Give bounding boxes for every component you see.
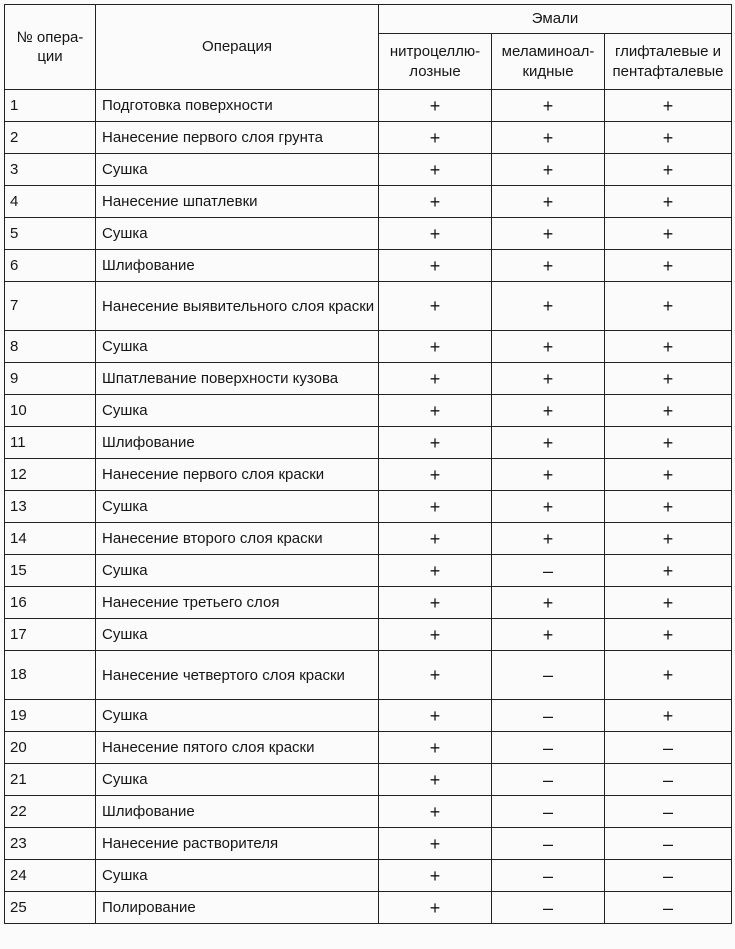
enamel-mark: +	[379, 122, 492, 154]
table-row	[5, 700, 732, 732]
operation-number: 13	[5, 491, 96, 523]
enamel-mark: +	[492, 186, 605, 218]
enamel-mark: +	[605, 700, 732, 732]
enamel-mark: +	[379, 587, 492, 619]
header-line: лозные	[409, 62, 461, 80]
operation-number: 12	[5, 459, 96, 491]
enamel-mark: +	[379, 186, 492, 218]
table-row	[5, 491, 732, 523]
enamel-mark: –	[492, 764, 605, 796]
enamel-mark: +	[379, 860, 492, 892]
enamel-mark: +	[379, 282, 492, 331]
header-line: кидные	[522, 62, 574, 80]
operation-number: 22	[5, 796, 96, 828]
enamel-mark: +	[492, 587, 605, 619]
operation-number: 21	[5, 764, 96, 796]
enamel-mark: +	[492, 523, 605, 555]
operation-number: 10	[5, 395, 96, 427]
table-row	[5, 90, 732, 122]
enamel-mark: +	[605, 427, 732, 459]
operation-number: 24	[5, 860, 96, 892]
operation-name: Нанесение выявительного слоя краски	[96, 282, 379, 331]
table-row	[5, 154, 732, 186]
operation-number: 14	[5, 523, 96, 555]
enamel-mark: +	[605, 154, 732, 186]
enamel-mark: –	[605, 796, 732, 828]
enamel-mark: +	[605, 282, 732, 331]
table-row	[5, 828, 732, 860]
enamel-mark: +	[379, 90, 492, 122]
enamel-mark: +	[605, 218, 732, 250]
enamel-mark: –	[605, 892, 732, 924]
enamel-mark: +	[492, 282, 605, 331]
operation-name: Шлифование	[96, 250, 379, 282]
operation-number: 11	[5, 427, 96, 459]
enamel-mark: +	[492, 250, 605, 282]
enamel-mark: +	[379, 395, 492, 427]
enamel-mark: +	[605, 395, 732, 427]
enamel-mark: +	[605, 619, 732, 651]
operation-number: 1	[5, 90, 96, 122]
operation-name: Шлифование	[96, 427, 379, 459]
enamel-mark: +	[379, 523, 492, 555]
enamel-mark: +	[379, 555, 492, 587]
table-row	[5, 282, 732, 331]
table-row	[5, 427, 732, 459]
header-num-line: ции	[37, 48, 63, 65]
enamel-mark: +	[605, 186, 732, 218]
enamel-mark: +	[379, 250, 492, 282]
table-row	[5, 186, 732, 218]
operations-table	[4, 4, 732, 924]
enamel-mark: –	[492, 828, 605, 860]
enamel-mark: +	[492, 122, 605, 154]
operation-name: Сушка	[96, 700, 379, 732]
operation-name: Сушка	[96, 491, 379, 523]
table-row	[5, 395, 732, 427]
operation-number: 23	[5, 828, 96, 860]
header-enamels: Эмали	[379, 5, 732, 34]
enamel-mark: +	[379, 331, 492, 363]
table-row	[5, 331, 732, 363]
table-row	[5, 764, 732, 796]
enamel-mark: +	[379, 459, 492, 491]
enamel-mark: +	[605, 555, 732, 587]
operation-name: Сушка	[96, 154, 379, 186]
operation-number: 9	[5, 363, 96, 395]
table-row	[5, 555, 732, 587]
operation-name: Сушка	[96, 860, 379, 892]
operation-name: Сушка	[96, 395, 379, 427]
header-enamel-type	[605, 34, 732, 90]
header-operation: Операция	[96, 5, 379, 90]
operation-name: Сушка	[96, 764, 379, 796]
table-row	[5, 651, 732, 700]
operation-name: Нанесение третьего слоя	[96, 587, 379, 619]
enamel-mark: +	[379, 363, 492, 395]
table-row	[5, 122, 732, 154]
operation-name: Шлифование	[96, 796, 379, 828]
operation-number: 15	[5, 555, 96, 587]
operation-number: 19	[5, 700, 96, 732]
enamel-mark: +	[492, 218, 605, 250]
operation-number: 16	[5, 587, 96, 619]
table-row	[5, 619, 732, 651]
operation-name: Нанесение первого слоя краски	[96, 459, 379, 491]
header-line: пентафталевые	[612, 62, 724, 80]
table-row	[5, 363, 732, 395]
enamel-mark: +	[379, 828, 492, 860]
enamel-mark: –	[605, 764, 732, 796]
enamel-mark: +	[492, 459, 605, 491]
enamel-mark: +	[605, 250, 732, 282]
enamel-mark: +	[379, 732, 492, 764]
operation-name: Нанесение шпатлевки	[96, 186, 379, 218]
enamel-mark: –	[492, 555, 605, 587]
enamel-mark: +	[492, 395, 605, 427]
operation-name: Нанесение второго слоя краски	[96, 523, 379, 555]
header-operation-number	[5, 5, 96, 90]
enamel-mark: +	[605, 90, 732, 122]
enamel-mark: –	[605, 828, 732, 860]
enamel-mark: –	[492, 892, 605, 924]
header-line: меламиноал-	[501, 42, 595, 60]
table-row	[5, 732, 732, 764]
operation-name: Полирование	[96, 892, 379, 924]
enamel-mark: +	[492, 331, 605, 363]
header-enamel-type	[492, 34, 605, 90]
enamel-mark: +	[492, 427, 605, 459]
operation-number: 20	[5, 732, 96, 764]
operation-name: Сушка	[96, 619, 379, 651]
enamel-mark: +	[379, 764, 492, 796]
table-row	[5, 587, 732, 619]
enamel-mark: +	[379, 218, 492, 250]
enamel-mark: +	[379, 700, 492, 732]
enamel-mark: –	[605, 732, 732, 764]
operation-name: Шпатлевание поверхности кузова	[96, 363, 379, 395]
enamel-mark: +	[492, 90, 605, 122]
operation-number: 4	[5, 186, 96, 218]
enamel-mark: –	[492, 651, 605, 700]
enamel-mark: +	[379, 427, 492, 459]
operation-name: Нанесение пятого слоя краски	[96, 732, 379, 764]
operation-number: 7	[5, 282, 96, 331]
enamel-mark: –	[492, 732, 605, 764]
table-row	[5, 796, 732, 828]
operation-number: 18	[5, 651, 96, 700]
table-body	[5, 90, 732, 924]
header-line: нитроцеллю-	[389, 42, 481, 60]
enamel-mark: +	[605, 587, 732, 619]
enamel-mark: +	[605, 363, 732, 395]
enamel-mark: –	[492, 860, 605, 892]
operation-name: Подготовка поверхности	[96, 90, 379, 122]
enamel-mark: +	[605, 491, 732, 523]
operation-number: 8	[5, 331, 96, 363]
enamel-mark: +	[379, 892, 492, 924]
operation-name: Нанесение четвертого слоя краски	[96, 651, 379, 700]
operation-number: 17	[5, 619, 96, 651]
enamel-mark: +	[379, 491, 492, 523]
table-row	[5, 218, 732, 250]
operation-name: Сушка	[96, 555, 379, 587]
enamel-mark: +	[492, 154, 605, 186]
operation-name: Нанесение первого слоя грунта	[96, 122, 379, 154]
enamel-mark: –	[605, 860, 732, 892]
table-row	[5, 892, 732, 924]
enamel-mark: –	[492, 700, 605, 732]
operation-name: Сушка	[96, 218, 379, 250]
enamel-mark: +	[379, 796, 492, 828]
enamel-mark: –	[492, 796, 605, 828]
enamel-mark: +	[605, 459, 732, 491]
enamel-mark: +	[492, 491, 605, 523]
table-row	[5, 860, 732, 892]
header-num-line: № опера-	[16, 29, 84, 46]
operation-number: 25	[5, 892, 96, 924]
enamel-mark: +	[379, 619, 492, 651]
operation-number: 2	[5, 122, 96, 154]
operation-number: 6	[5, 250, 96, 282]
operation-number: 5	[5, 218, 96, 250]
enamel-mark: +	[605, 122, 732, 154]
enamel-mark: +	[492, 363, 605, 395]
header-line: глифталевые и	[614, 42, 722, 60]
operation-name: Сушка	[96, 331, 379, 363]
table-row	[5, 523, 732, 555]
enamel-mark: +	[605, 523, 732, 555]
operation-name: Нанесение растворителя	[96, 828, 379, 860]
enamel-mark: +	[379, 651, 492, 700]
table-row	[5, 250, 732, 282]
enamel-mark: +	[605, 331, 732, 363]
operation-number: 3	[5, 154, 96, 186]
enamel-mark: +	[379, 154, 492, 186]
header-enamel-type	[379, 34, 492, 90]
table-row	[5, 459, 732, 491]
enamel-mark: +	[605, 651, 732, 700]
enamel-mark: +	[492, 619, 605, 651]
